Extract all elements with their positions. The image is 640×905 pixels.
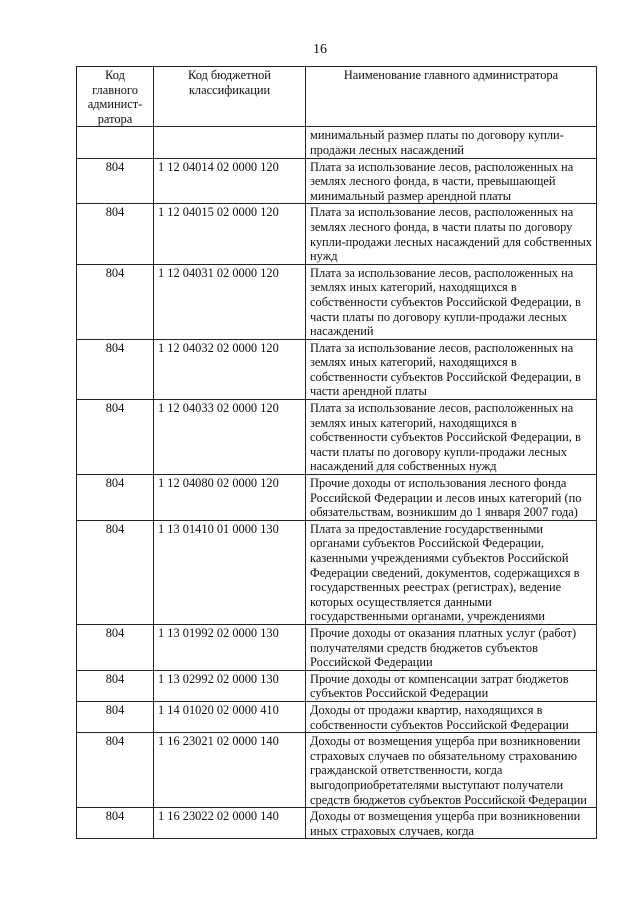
- table-row: [77, 701, 597, 732]
- budget-code-cell: [154, 127, 306, 158]
- admin-code-cell: 804: [77, 520, 154, 624]
- admin-code-cell: 804: [77, 670, 154, 701]
- header-admin-code: Код главного админист-ратора: [77, 67, 154, 127]
- table-row: [77, 520, 597, 624]
- admin-code-cell: 804: [77, 624, 154, 670]
- table-row: [77, 624, 597, 670]
- budget-code-cell: 1 13 02992 02 0000 130: [154, 670, 306, 701]
- table-row: [77, 400, 597, 475]
- table-row: [77, 264, 597, 339]
- table-row: [77, 808, 597, 839]
- header-budget-code: Код бюджетной классификации: [154, 67, 306, 127]
- admin-code-cell: 804: [77, 400, 154, 475]
- budget-code-cell: 1 16 23021 02 0000 140: [154, 733, 306, 808]
- admin-code-cell: [77, 127, 154, 158]
- admin-name-cell: минимальный размер платы по договору купли-продажи лесных насаждений: [306, 127, 597, 158]
- budget-code-cell: 1 13 01992 02 0000 130: [154, 624, 306, 670]
- budget-code-cell: 1 12 04033 02 0000 120: [154, 400, 306, 475]
- admin-code-cell: 804: [77, 204, 154, 264]
- admin-code-cell: 804: [77, 264, 154, 339]
- admin-name-cell: Плата за использование лесов, расположенных на землях лесного фонда, в части платы по договору купли-продажи лесных насаждений для собственных нужд: [306, 204, 597, 264]
- admin-name-cell: Плата за использование лесов, расположенных на землях иных категорий, находящихся в собственности субъектов Российской Федерации, в части арендной платы: [306, 339, 597, 399]
- admin-name-cell: Прочие доходы от использования лесного фонда Российской Федерации и лесов иных категорий (по обязательствам, возникшим до 1 января 2007 года): [306, 475, 597, 521]
- table-row: [77, 127, 597, 158]
- budget-code-cell: 1 13 01410 01 0000 130: [154, 520, 306, 624]
- admin-name-cell: Плата за использование лесов, расположенных на землях иных категорий, находящихся в собственности субъектов Российской Федерации, в части платы по договору купли-продажи лесных насаждений: [306, 264, 597, 339]
- admin-name-cell: Доходы от возмещения ущерба при возникновении страховых случаев по обязательному страхованию гражданской ответственности, когда выгодоприобретателями выступают получатели средств бюджетов субъектов Российской Федерации: [306, 733, 597, 808]
- table-row: [77, 733, 597, 808]
- page-number: 16: [313, 42, 327, 57]
- admin-code-cell: 804: [77, 701, 154, 732]
- admin-code-cell: 804: [77, 339, 154, 399]
- admin-code-cell: 804: [77, 733, 154, 808]
- admin-name-cell: Плата за предоставление государственными органами субъектов Российской Федерации, казенными учреждениями субъектов Российской Федерации сведений, документов, содержащихся в государственных реестрах (регистрах), ведение которых осуществляется данными государственными органами, учреждениями: [306, 520, 597, 624]
- budget-code-cell: 1 12 04080 02 0000 120: [154, 475, 306, 521]
- budget-code-cell: 1 14 01020 02 0000 410: [154, 701, 306, 732]
- budget-classification-table: [76, 66, 597, 839]
- admin-code-cell: 804: [77, 475, 154, 521]
- admin-code-cell: 804: [77, 808, 154, 839]
- admin-name-cell: Доходы от возмещения ущерба при возникновении иных страховых случаев, когда: [306, 808, 597, 839]
- budget-code-cell: 1 16 23022 02 0000 140: [154, 808, 306, 839]
- table-row: [77, 339, 597, 399]
- table-row: [77, 204, 597, 264]
- budget-code-cell: 1 12 04015 02 0000 120: [154, 204, 306, 264]
- admin-name-cell: Прочие доходы от оказания платных услуг (работ) получателями средств бюджетов субъектов Российской Федерации: [306, 624, 597, 670]
- table-row: [77, 670, 597, 701]
- table-row: [77, 158, 597, 204]
- admin-name-cell: Доходы от продажи квартир, находящихся в собственности субъектов Российской Федерации: [306, 701, 597, 732]
- header-admin-name: Наименование главного администратора: [306, 67, 597, 127]
- budget-code-cell: 1 12 04032 02 0000 120: [154, 339, 306, 399]
- admin-name-cell: Плата за использование лесов, расположенных на землях иных категорий, находящихся в собственности субъектов Российской Федерации, в части платы по договору купли-продажи лесных насаждений для собственных нужд: [306, 400, 597, 475]
- table-row: [77, 475, 597, 521]
- admin-code-cell: 804: [77, 158, 154, 204]
- admin-name-cell: Прочие доходы от компенсации затрат бюджетов субъектов Российской Федерации: [306, 670, 597, 701]
- admin-name-cell: Плата за использование лесов, расположенных на землях лесного фонда, в части, превышающей минимальный размер арендной платы: [306, 158, 597, 204]
- table-header-row: [77, 67, 597, 127]
- budget-code-cell: 1 12 04014 02 0000 120: [154, 158, 306, 204]
- budget-code-cell: 1 12 04031 02 0000 120: [154, 264, 306, 339]
